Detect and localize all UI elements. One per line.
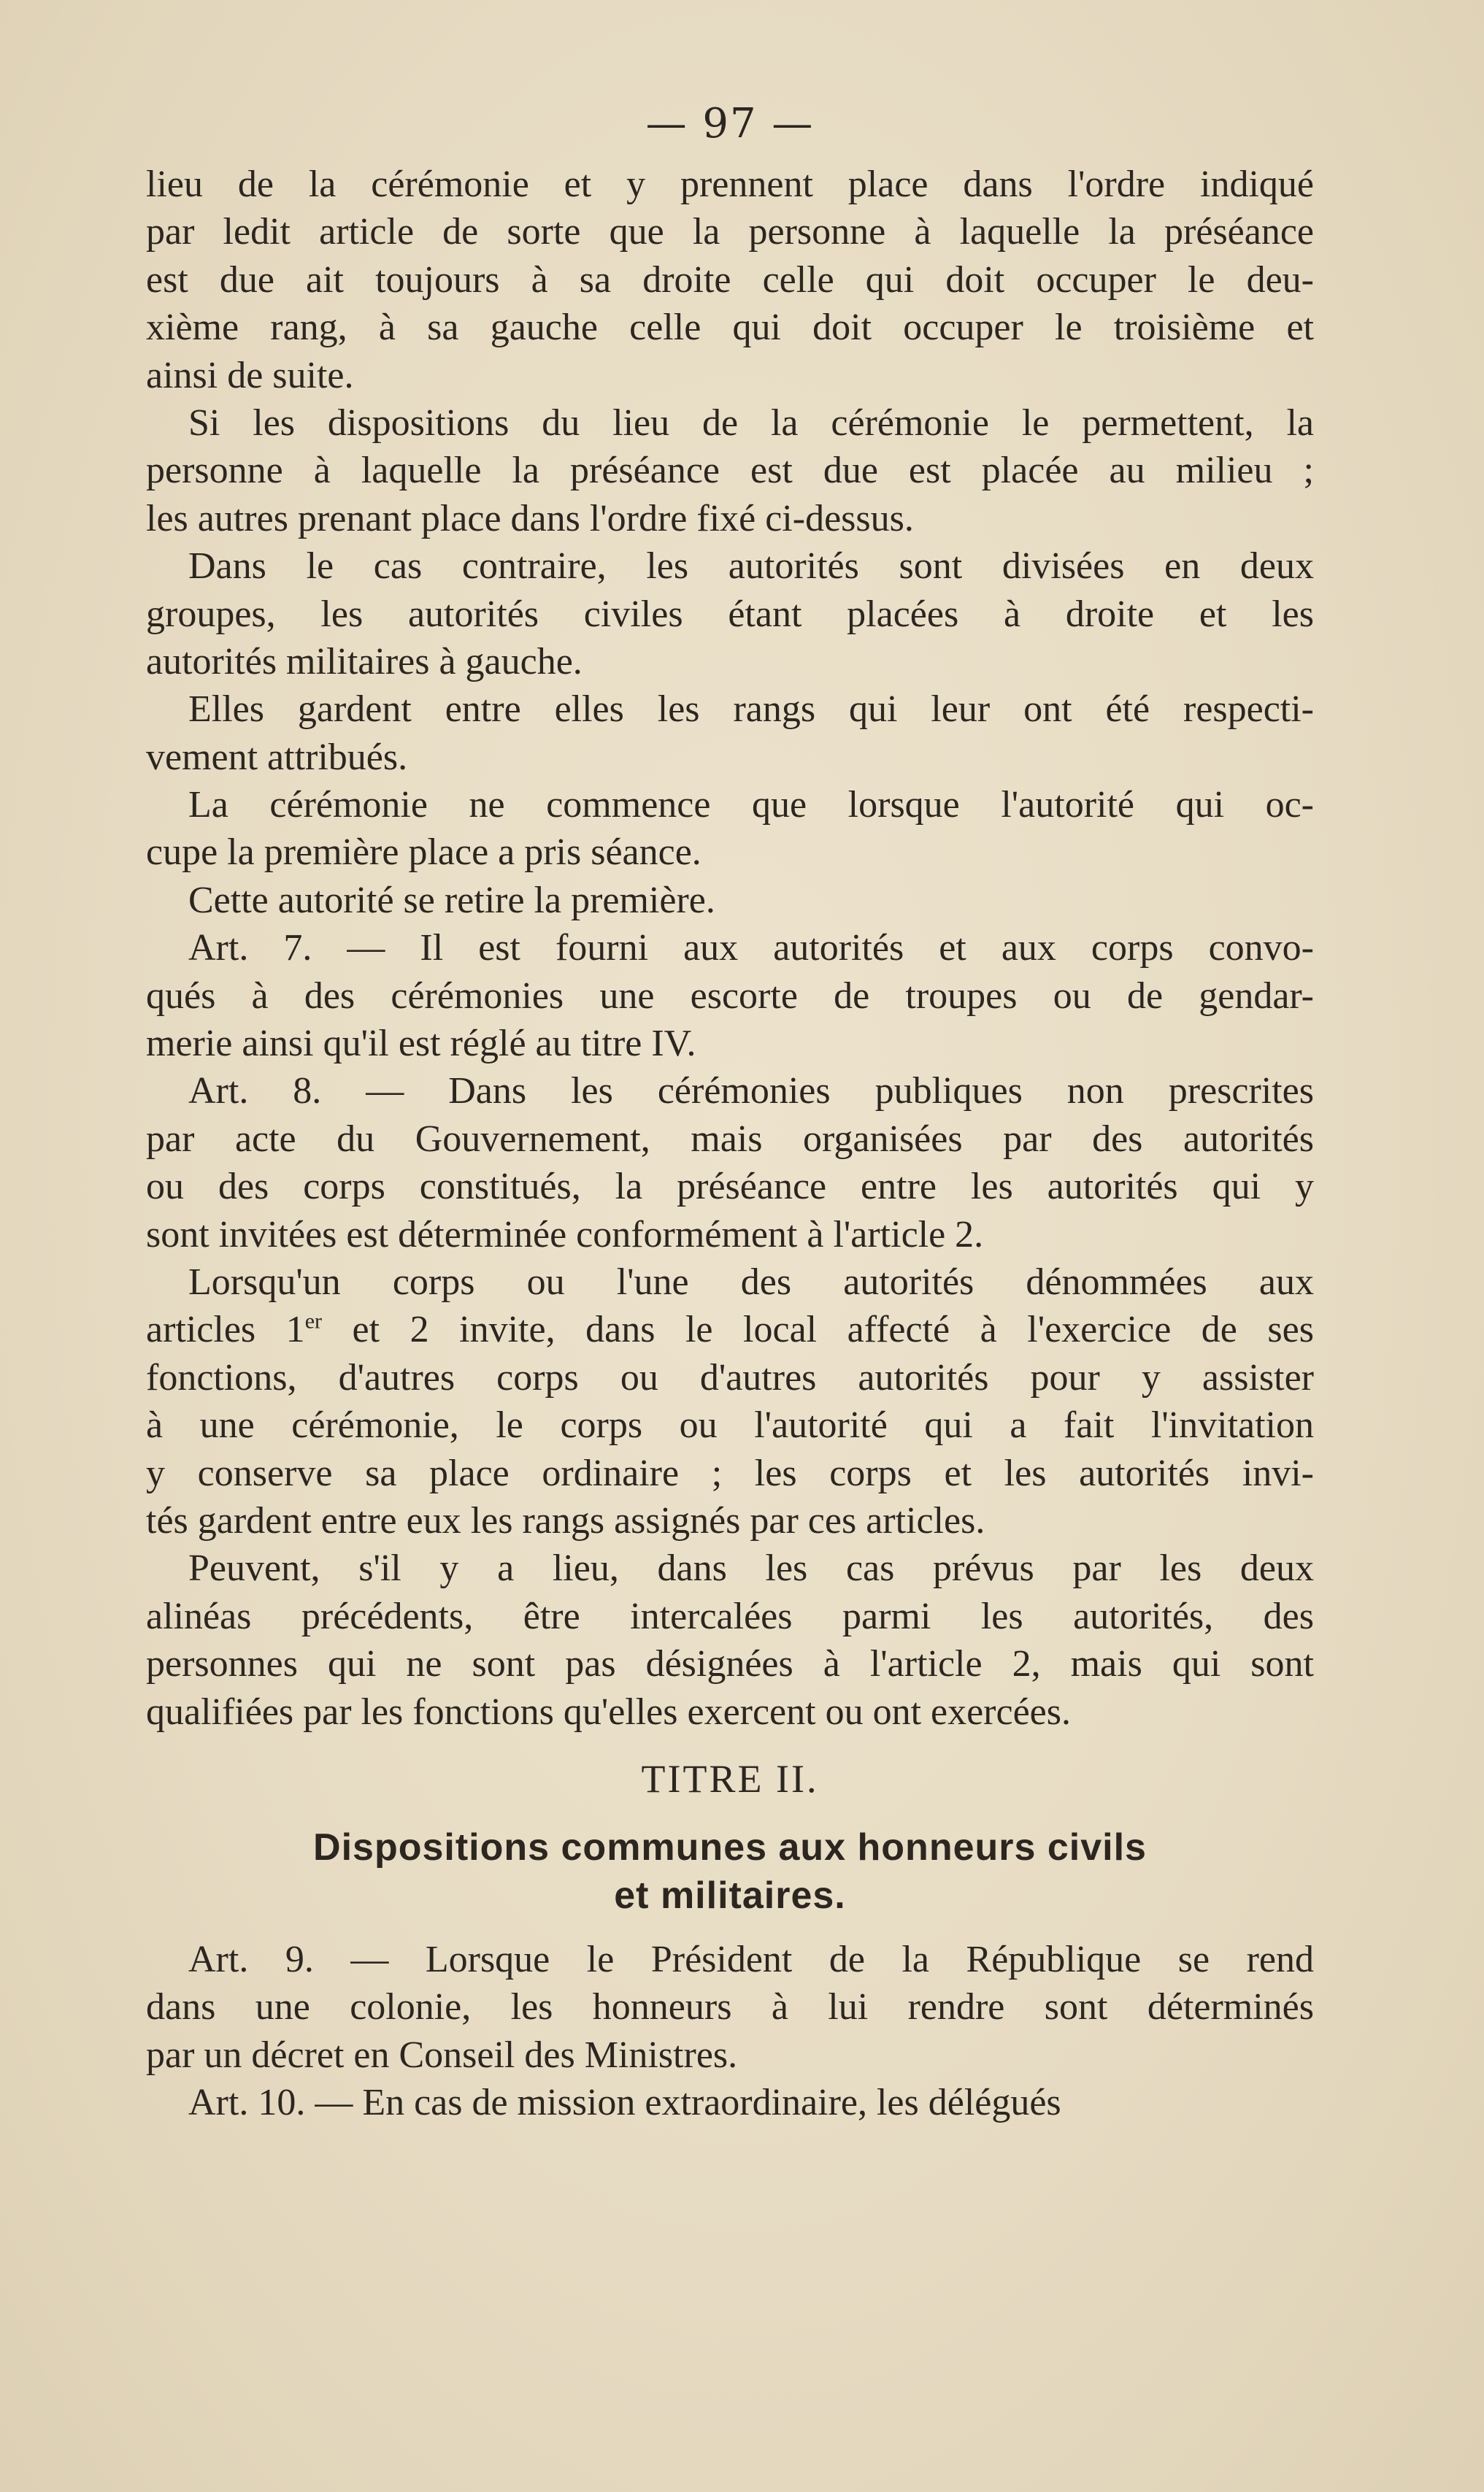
text-line: fonctions, d'autres corps ou d'autres autorités pour y assister xyxy=(146,1356,1314,1399)
text-line: par acte du Gouvernement, mais organisées par des autorités xyxy=(146,1118,1314,1160)
paragraph xyxy=(146,781,1314,877)
paragraph xyxy=(146,399,1314,542)
text-line: merie ainsi qu'il est réglé au titre IV. xyxy=(146,1023,696,1065)
text-line: Art. 8. — Dans les cérémonies publiques non prescrites xyxy=(188,1070,1314,1112)
paragraph xyxy=(146,1258,1314,1545)
paragraph xyxy=(146,1545,1314,1736)
text-line: Si les dispositions du lieu de la cérémonie le permettent, la xyxy=(188,401,1314,444)
text-line: est due ait toujours à sa droite celle qui doit occuper le deu- xyxy=(146,258,1314,301)
text-line: Art. 9. — Lorsque le Président de la République se rend xyxy=(188,1938,1314,1980)
text-line: La cérémonie ne commence que lorsque l'autorité qui oc- xyxy=(188,784,1314,826)
section-heading xyxy=(146,1823,1314,1920)
text-line: vement attribués. xyxy=(146,736,408,778)
text-line: personnes qui ne sont pas désignées à l'article 2, mais qui sont xyxy=(146,1643,1314,1685)
paragraph xyxy=(146,685,1314,781)
text-line: dans une colonie, les honneurs à lui rendre sont déterminés xyxy=(146,1986,1314,2028)
text-line: Art. 10. — En cas de mission extraordinaire, les délégués xyxy=(188,2082,1061,2124)
text-line: Peuvent, s'il y a lieu, dans les cas prévus par les deux xyxy=(188,1547,1314,1590)
paragraph xyxy=(146,877,1314,924)
section-heading-line: Dispositions communes aux honneurs civils xyxy=(313,1826,1147,1869)
body-text-after xyxy=(146,1936,1314,2127)
paragraph xyxy=(146,1067,1314,1258)
text-line: Elles gardent entre elles les rangs qui leur ont été respecti- xyxy=(188,688,1314,731)
text-line: Art. 7. — Il est fourni aux autorités et aux corps convo- xyxy=(188,927,1314,969)
text-line: lieu de la cérémonie et y prennent place dans l'ordre indiqué xyxy=(146,164,1314,205)
text-line: tés gardent entre eux les rangs assignés par ces articles. xyxy=(146,1499,985,1542)
paragraph xyxy=(146,924,1314,1067)
text-line: par ledit article de sorte que la personne à laquelle la préséance xyxy=(146,211,1314,253)
text-line: Dans le cas contraire, les autorités sont divisées en deux xyxy=(188,545,1314,588)
text-line: à une cérémonie, le corps ou l'autorité qui a fait l'invitation xyxy=(146,1404,1314,1447)
text-line: Cette autorité se retire la première. xyxy=(188,879,715,921)
text-line: groupes, les autorités civiles étant placées à droite et les xyxy=(146,593,1314,635)
text-line: personne à laquelle la préséance est due est placée au milieu ; xyxy=(146,450,1314,492)
section-title: TITRE II. xyxy=(641,1756,819,1801)
text-line: Lorsqu'un corps ou l'une des autorités dénommées aux xyxy=(188,1261,1314,1303)
page-number: — 97 — xyxy=(645,100,815,147)
section-heading-line: et militaires. xyxy=(614,1874,846,1917)
text-line: qualifiées par les fonctions qu'elles exercent ou ont exercées. xyxy=(146,1691,1071,1733)
document-page xyxy=(146,95,1314,2126)
text-line: xième rang, à sa gauche celle qui doit occuper le troisième et xyxy=(146,307,1314,349)
text-line: articles 1er et 2 invite, dans le local affecté à l'exercice de ses xyxy=(146,1309,1314,1351)
paragraph xyxy=(146,161,1314,399)
text-line: autorités militaires à gauche. xyxy=(146,640,583,682)
text-line: alinéas précédents, être intercalées parmi les autorités, des xyxy=(146,1595,1314,1637)
text-line: cupe la première place a pris séance. xyxy=(146,831,701,874)
paragraph xyxy=(146,542,1314,685)
text-line: ainsi de suite. xyxy=(146,354,354,396)
paragraph xyxy=(146,1936,1314,2079)
text-line: les autres prenant place dans l'ordre fixé ci-dessus. xyxy=(146,497,914,539)
paragraph xyxy=(146,2079,1314,2126)
text-line: par un décret en Conseil des Ministres. xyxy=(146,2034,738,2076)
text-line: ou des corps constitués, la préséance entre les autorités qui y xyxy=(146,1166,1314,1208)
text-line: qués à des cérémonies une escorte de troupes ou de gendar- xyxy=(146,974,1314,1017)
text-line: y conserve sa place ordinaire ; les corps et les autorités invi- xyxy=(146,1452,1314,1494)
text-line: sont invitées est déterminée conformément à l'article 2. xyxy=(146,1213,984,1255)
body-text-before xyxy=(146,161,1314,1736)
